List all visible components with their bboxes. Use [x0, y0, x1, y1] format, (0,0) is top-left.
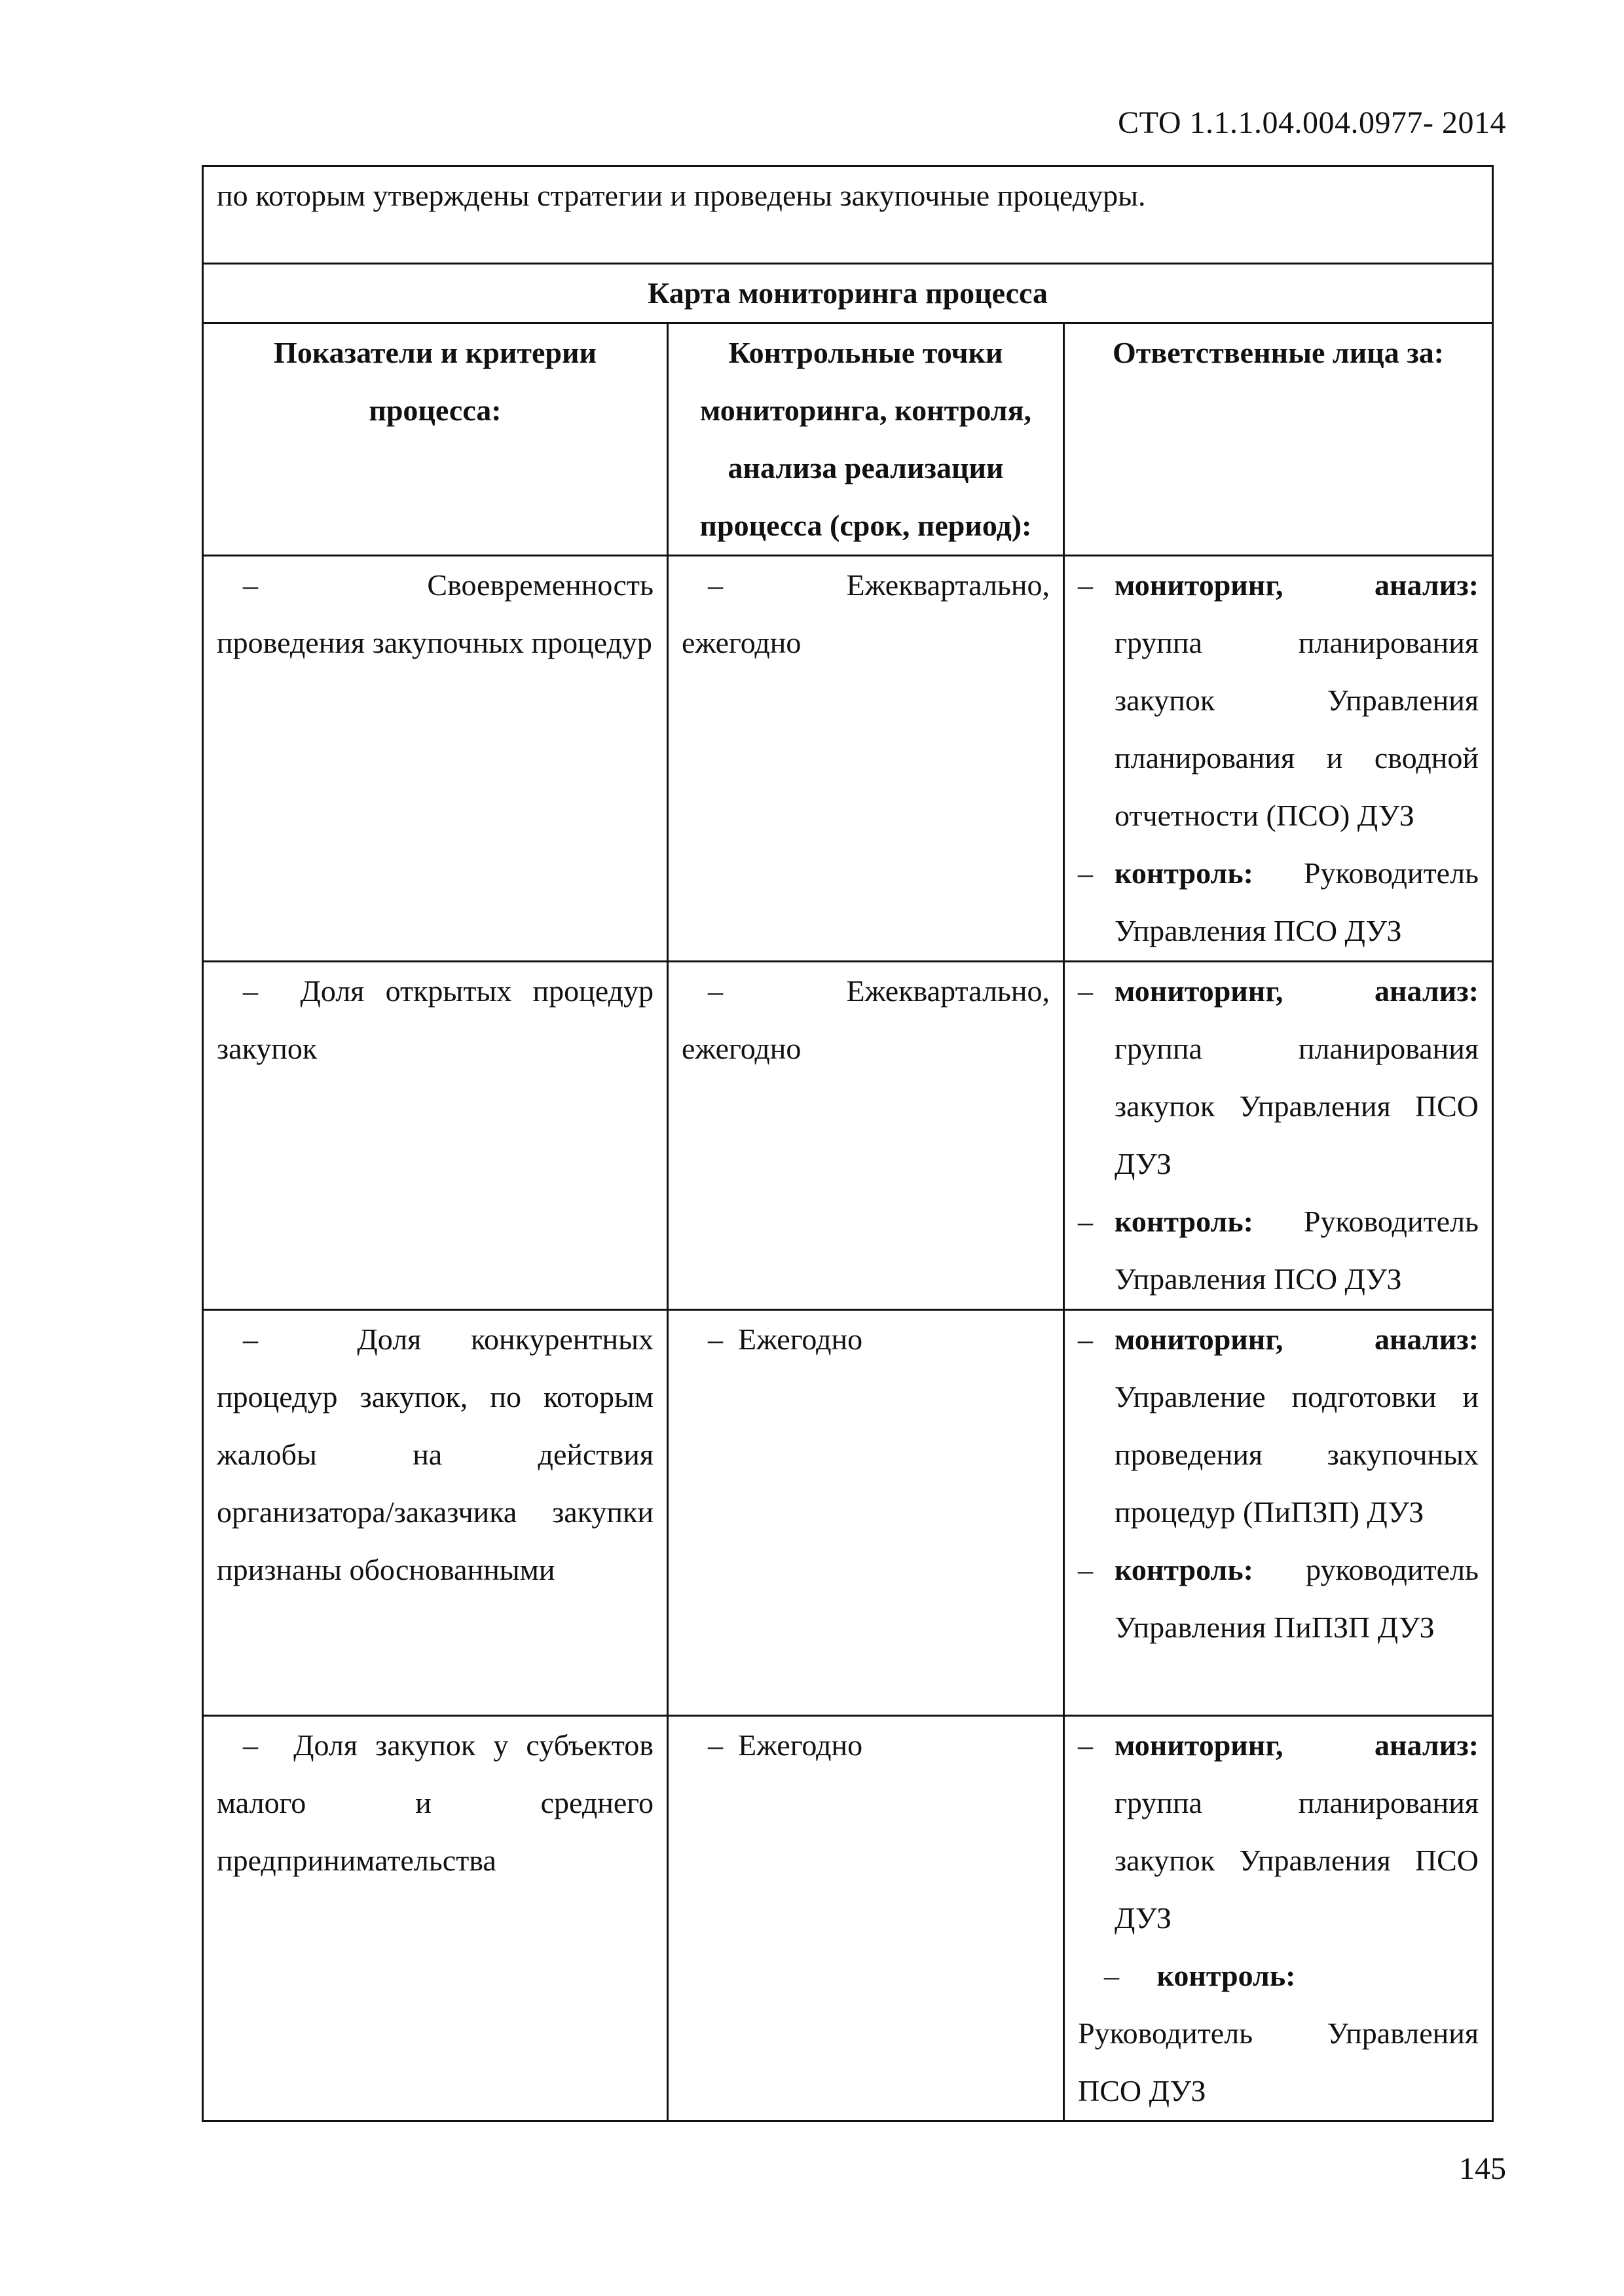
title-row	[203, 264, 1493, 323]
period-cell	[668, 1310, 1064, 1716]
control-label: контроль:	[1115, 1205, 1253, 1238]
column-header-responsible: Ответственные лица за:	[1064, 323, 1493, 556]
monitoring-item: – мониторинг, анализ: Управление подготовки и проведения закупочных процедур (ПиПЗП) ДУЗ	[1078, 1322, 1479, 1529]
monitoring-label: мониторинг, анализ:	[1115, 974, 1479, 1008]
responsible-cell	[1064, 556, 1493, 962]
document-code: СТО 1.1.1.04.004.0977- 2014	[1118, 105, 1506, 140]
table-row	[203, 1310, 1493, 1716]
control-item: – контроль: Руководитель Управления ПСО ДУЗ	[1078, 856, 1479, 947]
control-item: – контроль: Руководитель Управления ПСО ДУЗ	[1078, 1205, 1479, 1296]
monitoring-text: группа планирования закупок Управления планирования и сводной отчетности (ПСО) ДУЗ	[1115, 626, 1479, 832]
responsible-cell	[1064, 1716, 1493, 2121]
criterion-cell	[203, 556, 668, 962]
control-text: Руководитель Управления ПСО ДУЗ	[1115, 1205, 1479, 1296]
control-item: – контроль: Руководитель Управления ПСО ДУЗ	[1078, 1947, 1479, 2120]
monitoring-text: Управление подготовки и проведения закупочных процедур (ПиПЗП) ДУЗ	[1115, 1380, 1479, 1529]
control-label: контроль:	[1115, 856, 1253, 890]
criterion-cell	[203, 1716, 668, 2121]
column-header-criteria: Показатели и критерии процесса:	[203, 323, 668, 556]
table-row	[203, 1716, 1493, 2121]
criterion-cell	[203, 1310, 668, 1716]
control-item: – контроль: руководитель Управления ПиПЗП ДУЗ	[1078, 1553, 1479, 1644]
table-row	[203, 962, 1493, 1310]
criterion-text: – Доля закупок у субъектов малого и среднего предпринимательства	[217, 1728, 654, 1877]
monitoring-label: мониторинг, анализ:	[1115, 1322, 1479, 1356]
period-cell	[668, 962, 1064, 1310]
intro-row	[203, 166, 1493, 264]
control-label: контроль:	[1156, 1959, 1296, 1992]
period-cell	[668, 556, 1064, 962]
page-number: 145	[1459, 2151, 1506, 2186]
criterion-text: – Своевременность проведения закупочных процедур	[217, 568, 654, 659]
table-row	[203, 556, 1493, 962]
intro-cell	[203, 166, 1493, 264]
period-cell	[668, 1716, 1064, 2121]
criterion-cell	[203, 962, 668, 1310]
control-text: Руководитель Управления ПСО ДУЗ	[1115, 856, 1479, 947]
monitoring-label: мониторинг, анализ:	[1115, 1728, 1479, 1762]
monitoring-text: группа планирования закупок Управления ПСО ДУЗ	[1115, 1786, 1479, 1935]
table-title: Карта мониторинга процесса	[203, 264, 1493, 323]
responsible-cell	[1064, 962, 1493, 1310]
monitoring-label: мониторинг, анализ:	[1115, 568, 1479, 602]
control-text: Руководитель Управления ПСО ДУЗ	[1078, 2016, 1479, 2107]
control-label: контроль:	[1115, 1553, 1253, 1586]
period-text: – Ежегодно	[708, 1322, 863, 1356]
header-row	[203, 323, 1493, 556]
control-text: руководитель Управления ПиПЗП ДУЗ	[1115, 1553, 1479, 1644]
period-text: – Ежеквартально, ежегодно	[682, 974, 1050, 1065]
intro-text: по которым утверждены стратегии и проведены закупочные процедуры.	[217, 179, 1146, 212]
column-header-checkpoints: Контрольные точки мониторинга, контроля, анализа реализации процесса (срок, период):	[668, 323, 1064, 556]
period-text: – Ежеквартально, ежегодно	[682, 568, 1050, 659]
criterion-text: – Доля конкурентных процедур закупок, по которым жалобы на действия организатора/заказчика закупки признаны обоснованными	[217, 1322, 654, 1586]
monitoring-text: группа планирования закупок Управления ПСО ДУЗ	[1115, 1032, 1479, 1180]
monitoring-item: – мониторинг, анализ: группа планирования закупок Управления ПСО ДУЗ	[1078, 1728, 1479, 1935]
monitoring-item: – мониторинг, анализ: группа планирования закупок Управления ПСО ДУЗ	[1078, 974, 1479, 1180]
responsible-cell	[1064, 1310, 1493, 1716]
period-text: – Ежегодно	[708, 1728, 863, 1762]
monitoring-item: – мониторинг, анализ: группа планирования закупок Управления планирования и сводной отчетности (ПСО) ДУЗ	[1078, 568, 1479, 832]
monitoring-table	[202, 165, 1494, 2122]
criterion-text: – Доля открытых процедур закупок	[217, 974, 654, 1065]
